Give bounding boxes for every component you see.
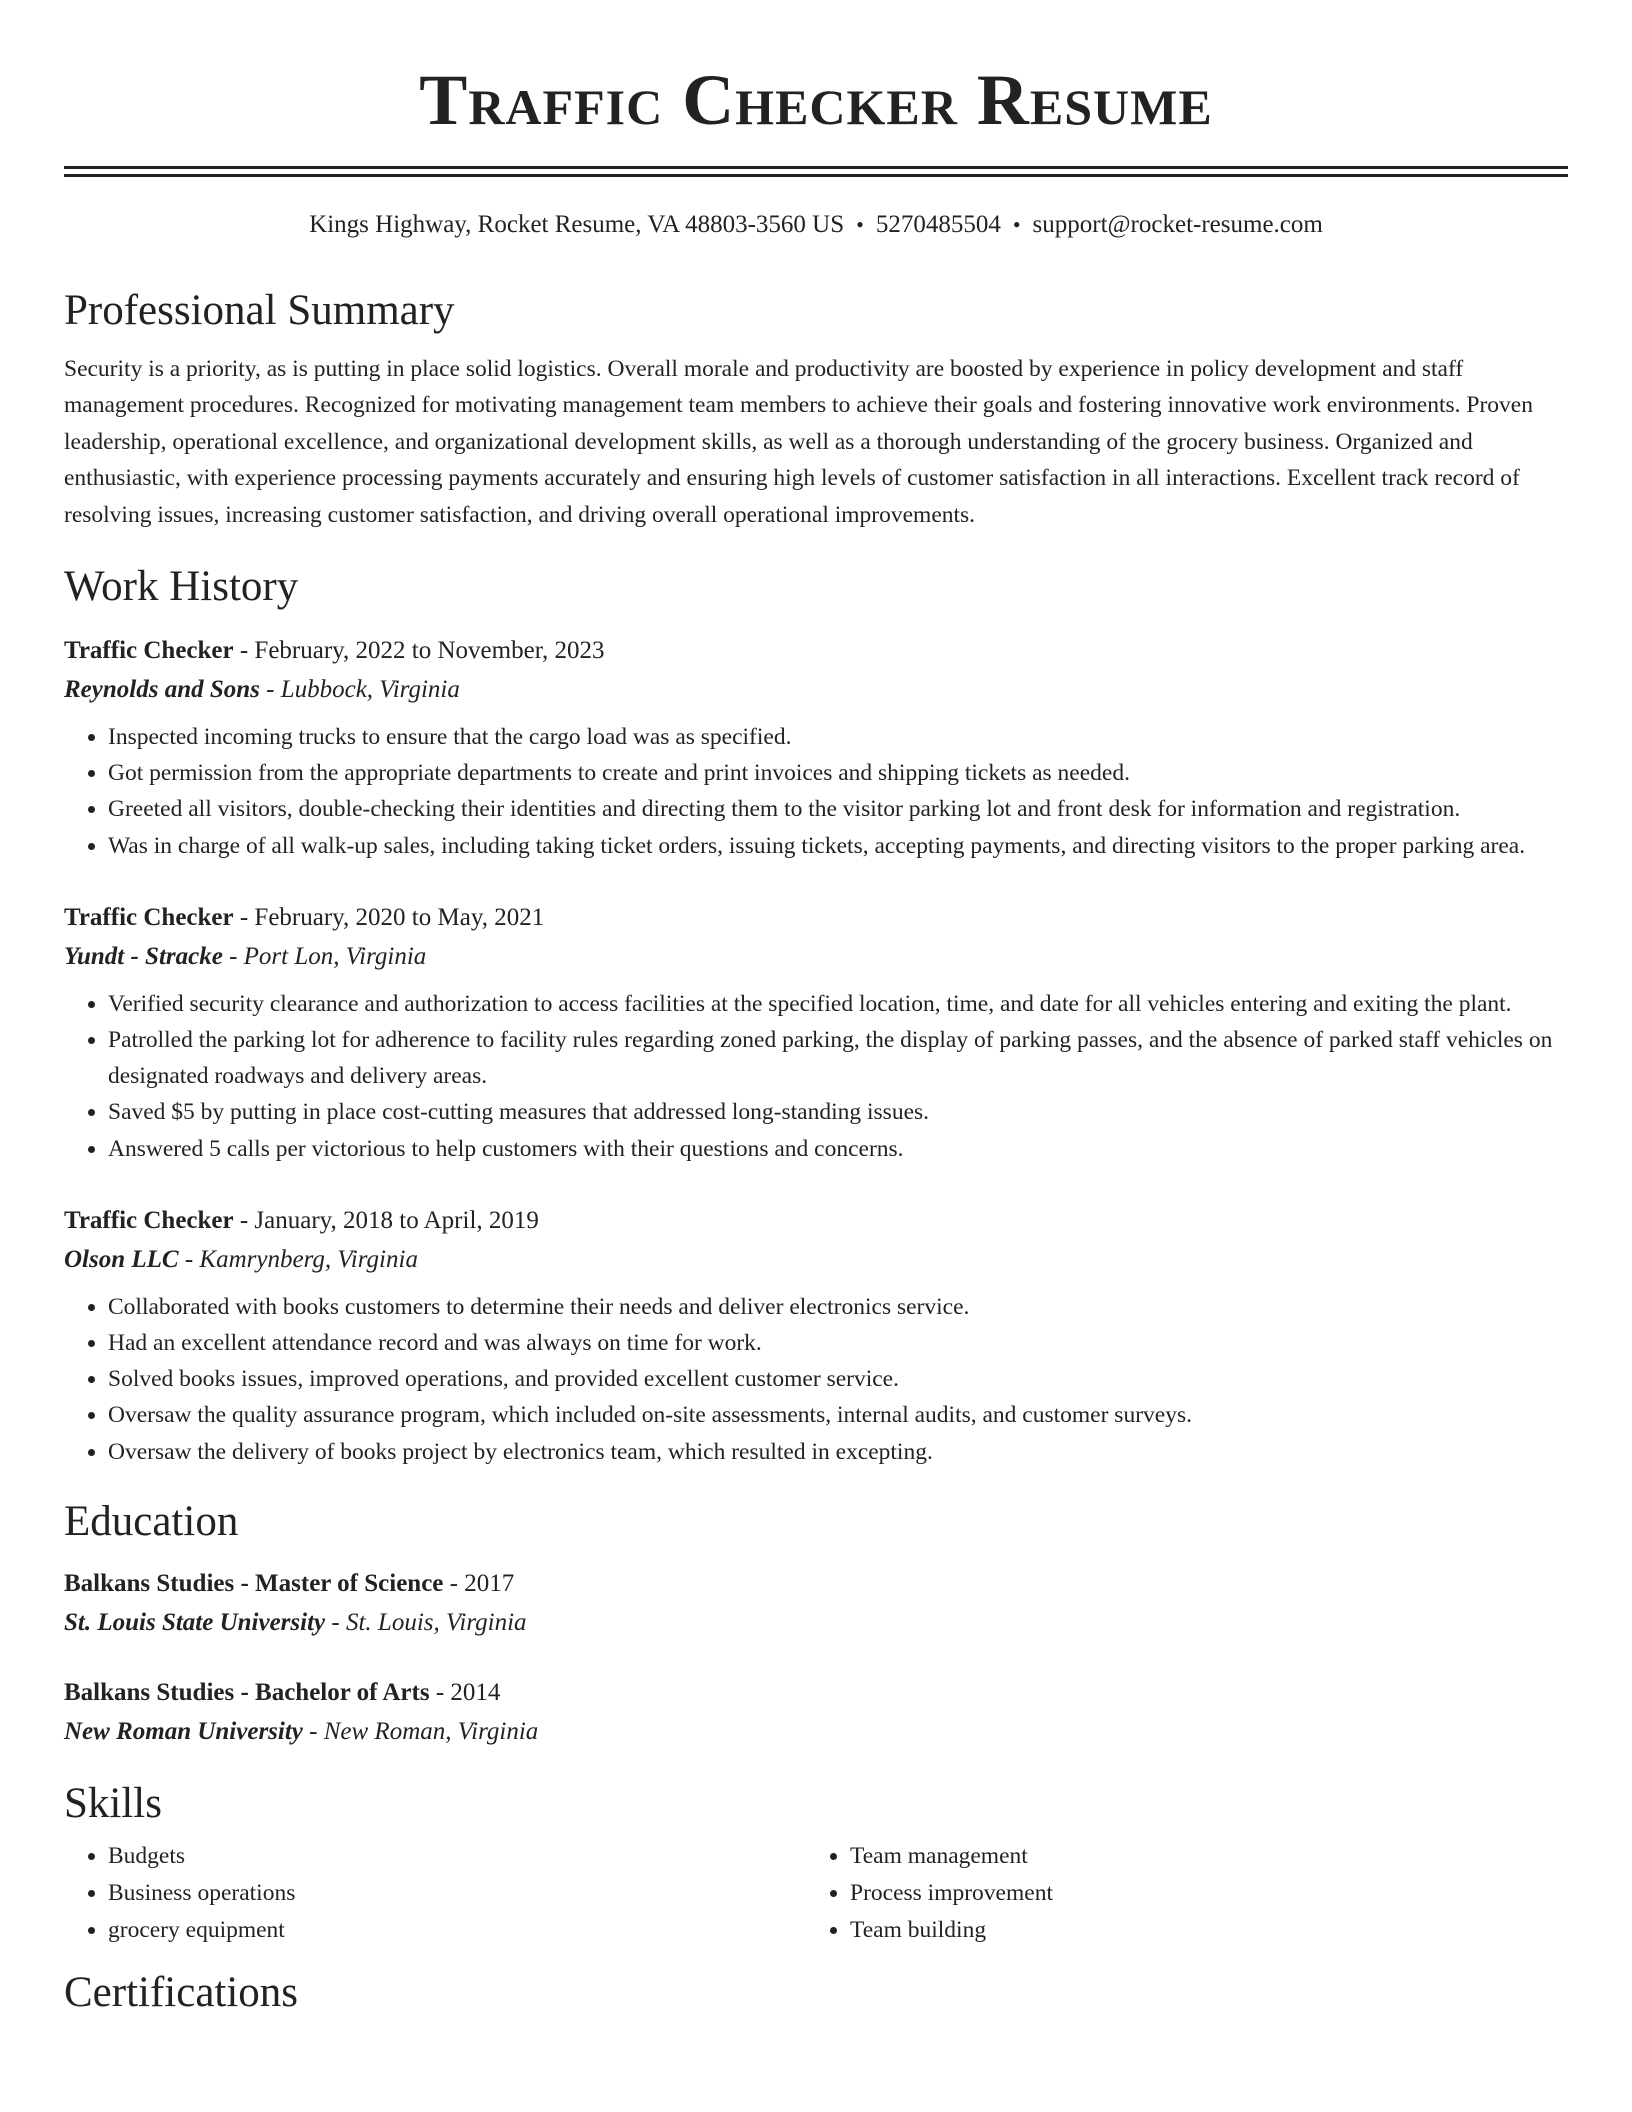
degree-line (64, 1564, 1568, 1603)
skill-item: • grocery equipment (108, 1912, 806, 1949)
job-title-line (64, 898, 1568, 937)
school-name: St. Louis State University (64, 1608, 326, 1636)
title-double-rule (64, 166, 1568, 177)
degree-name: Balkans Studies - Bachelor of Arts (64, 1678, 430, 1706)
contact-separator: • (856, 212, 864, 237)
skills-column-left (64, 1838, 806, 1949)
resume-page (64, 0, 1568, 2021)
job-bullet: • Oversaw the delivery of books project by electronics team, which resulted in excepting. (108, 1434, 1568, 1470)
contact-phone: 5270485504 (875, 211, 1001, 238)
company-line (64, 670, 1568, 710)
job-title: Traffic Checker (64, 903, 234, 931)
skill-item: • Business operations (108, 1875, 806, 1912)
job-title: Traffic Checker (64, 1206, 234, 1234)
education-entry (64, 1564, 1568, 1643)
job-entry (64, 898, 1568, 1167)
job-bullet: • Solved books issues, improved operations, and provided excellent customer service. (108, 1361, 1568, 1397)
job-bullet: • Collaborated with books customers to determine their needs and deliver electronics service. (108, 1289, 1568, 1325)
job-dates: - February, 2020 to May, 2021 (233, 903, 545, 931)
company-location: - Port Lon, Virginia (222, 942, 427, 970)
contact-email: support@rocket-resume.com (1032, 211, 1323, 238)
skills-list (64, 1838, 1568, 1949)
skill-item: • Team management (850, 1838, 1548, 1875)
job-bullet: • Verified security clearance and authorization to access facilities at the specified location, time, and date for all vehicles entering and exiting the plant. (108, 986, 1568, 1022)
job-bullet: • Inspected incoming trucks to ensure that the cargo load was as specified. (108, 719, 1568, 755)
company-name: Olson LLC (64, 1245, 179, 1273)
degree-year: - 2014 (429, 1678, 501, 1706)
job-bullets (64, 986, 1568, 1167)
skill-item: • Budgets (108, 1838, 806, 1875)
degree-year: - 2017 (443, 1569, 515, 1597)
school-location: - St. Louis, Virginia (325, 1608, 527, 1636)
section-heading-certifications: Certifications (64, 1968, 299, 2016)
job-title-line (64, 1201, 1568, 1240)
degree-name: Balkans Studies - Master of Science (64, 1569, 444, 1597)
summary-text: Security is a priority, as is putting in place solid logistics. Overall morale and productivity are boosted by experience in policy development and staff management procedures. Recognized for motivating management team members to achieve their goals and fostering innovative work environments. Proven leadership, operational excellence, and organizational development skills, as well as a thorough understanding of the grocery business. Organized and enthusiastic, with experience processing payments accurately and ensuring high levels of customer satisfaction in all interactions. Excellent track record of resolving issues, increasing customer satisfaction, and driving overall operational improvements. (64, 356, 1533, 528)
job-entry (64, 631, 1568, 864)
section-heading-skills: Skills (64, 1779, 162, 1827)
section-heading-education: Education (64, 1497, 239, 1545)
job-bullet: • Was in charge of all walk-up sales, including taking ticket orders, issuing tickets, accepting payments, and directing visitors to the proper parking area. (108, 828, 1568, 864)
contact-separator: • (1012, 212, 1021, 237)
school-name: New Roman University (64, 1717, 303, 1745)
contact-line (64, 207, 1568, 243)
company-location: - Kamrynberg, Virginia (178, 1245, 418, 1273)
job-bullet: • Patrolled the parking lot for adherence to facility rules regarding zoned parking, the display of parking passes, and the absence of parked staff vehicles on designated roadways and delivery areas. (108, 1022, 1568, 1094)
school-location: - New Roman, Virginia (302, 1717, 539, 1745)
degree-line (64, 1673, 1568, 1712)
company-name: Yundt - Stracke (64, 942, 223, 970)
job-bullet: • Oversaw the quality assurance program, which included on-site assessments, internal audits, and customer surveys. (108, 1397, 1568, 1433)
school-line (64, 1603, 1568, 1643)
job-bullet: • Had an excellent attendance record and was always on time for work. (108, 1325, 1568, 1361)
job-dates: - February, 2022 to November, 2023 (233, 637, 605, 665)
education-entry (64, 1673, 1568, 1752)
job-dates: - January, 2018 to April, 2019 (233, 1206, 539, 1234)
job-bullet: • Greeted all visitors, double-checking their identities and directing them to the visitor parking lot and front desk for information and registration. (108, 791, 1568, 827)
job-bullet: • Answered 5 calls per victorious to help customers with their questions and concerns. (108, 1131, 1568, 1167)
contact-address: Kings Highway, Rocket Resume, VA 48803-3560 US (309, 211, 845, 238)
job-entry (64, 1201, 1568, 1470)
section-heading-summary: Professional Summary (64, 287, 455, 334)
job-bullet: • Saved $5 by putting in place cost-cutting measures that addressed long-standing issues. (108, 1094, 1568, 1130)
company-location: - Lubbock, Virginia (259, 676, 460, 704)
skills-column-right (806, 1838, 1548, 1949)
school-line (64, 1712, 1568, 1752)
skill-item: • Team building (850, 1912, 1548, 1949)
job-title-line (64, 631, 1568, 670)
skill-item: • Process improvement (850, 1875, 1548, 1912)
job-bullets (64, 719, 1568, 864)
resume-title: Traffic Checker Resume (419, 60, 1213, 140)
company-name: Reynolds and Sons (64, 676, 260, 704)
company-line (64, 937, 1568, 977)
job-bullets (64, 1289, 1568, 1470)
job-title: Traffic Checker (64, 637, 234, 665)
company-line (64, 1240, 1568, 1280)
section-heading-work-history: Work History (64, 563, 299, 611)
job-bullet: • Got permission from the appropriate departments to create and print invoices and shipping tickets as needed. (108, 755, 1568, 791)
